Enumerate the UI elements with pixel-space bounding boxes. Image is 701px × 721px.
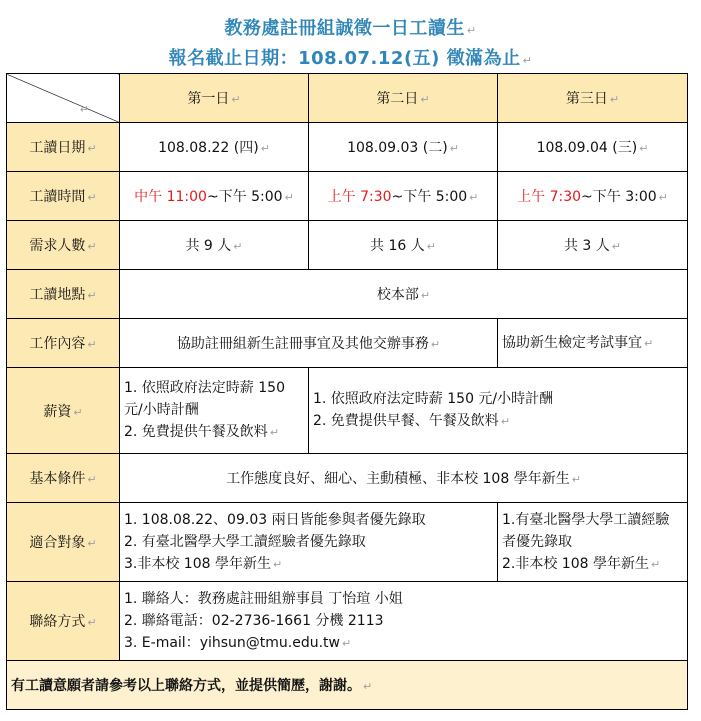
table-row: [7, 172, 688, 221]
footer-note: 有工讀意願者請參考以上聯絡方式，並提供簡歷，謝謝。 ↵: [7, 661, 688, 710]
contact-email[interactable]: 3. E-mail：yihsun@tmu.edu.tw ↵: [124, 634, 352, 651]
row-label-target: 適合對象 ↵: [7, 503, 120, 582]
table-row: [7, 582, 688, 661]
row-label-salary: 薪資 ↵: [7, 368, 120, 454]
header-day-3: 第三日 ↵: [498, 74, 688, 123]
date-day-3: 108.09.04 (三) ↵: [498, 123, 688, 172]
page-subtitle: 報名截止日期：108.07.12(五) 徵滿為止 ↵: [168, 48, 533, 69]
row-label-count: 需求人數 ↵: [7, 221, 120, 270]
table-row: [7, 368, 688, 454]
time-day-1: 中午 11:00~下午 5:00 ↵: [120, 172, 309, 221]
target-line: 3.非本校 108 學年新生 ↵: [124, 555, 283, 572]
basic-value: 工作態度良好、細心、主動積極、非本校 108 學年新生 ↵: [120, 454, 688, 503]
salary-line: 2. 免費提供早餐、午餐及飲料 ↵: [313, 413, 511, 429]
header-row: [7, 74, 688, 123]
corner-cell: ↵: [7, 74, 120, 123]
row-label-time: 工讀時間 ↵: [7, 172, 120, 221]
date-day-1: 108.08.22 (四) ↵: [120, 123, 309, 172]
target-day-3: [498, 503, 688, 582]
table-row: [7, 319, 688, 368]
target-line: 1. 108.08.22、09.03 兩日皆能參與者優先錄取: [124, 511, 426, 528]
page-title: 教務處註冊組誠徵一日工讀生 ↵: [224, 18, 477, 39]
place-value: 校本部 ↵: [120, 270, 688, 319]
job-table: [6, 73, 688, 710]
count-day-2: 共 16 人 ↵: [309, 221, 498, 270]
content-day-1-2: 協助註冊組新生註冊事宜及其他交辦事務 ↵: [120, 319, 498, 368]
row-label-place: 工讀地點 ↵: [7, 270, 120, 319]
table-row: [7, 503, 688, 582]
count-day-3: 共 3 人 ↵: [498, 221, 688, 270]
salary-line: 1. 依照政府法定時薪 150 元/小時計酬: [124, 380, 285, 418]
target-line: 2.非本校 108 學年新生 ↵: [502, 555, 661, 572]
time-day-2: 上午 7:30~下午 5:00 ↵: [309, 172, 498, 221]
contact-phone: 2. 聯絡電話：02-2736-1661 分機 2113: [124, 612, 384, 629]
count-day-1: 共 9 人 ↵: [120, 221, 309, 270]
salary-day-2-3: [309, 368, 688, 454]
row-label-basic: 基本條件 ↵: [7, 454, 120, 503]
row-label-content: 工作內容 ↵: [7, 319, 120, 368]
time-day-3: 上午 7:30~下午 3:00 ↵: [498, 172, 688, 221]
salary-line: 1. 依照政府法定時薪 150 元/小時計酬: [313, 391, 554, 407]
date-day-2: 108.09.03 (二) ↵: [309, 123, 498, 172]
content-day-3: 協助新生檢定考試事宜 ↵: [498, 319, 688, 368]
contact-value: [120, 582, 688, 661]
salary-day-1: [120, 368, 309, 454]
row-label-date: 工讀日期 ↵: [7, 123, 120, 172]
table-row: [7, 454, 688, 503]
table-row: [7, 221, 688, 270]
table-row: [7, 270, 688, 319]
salary-line: 2. 免費提供午餐及飲料 ↵: [124, 424, 280, 440]
header-day-1: 第一日 ↵: [120, 74, 309, 123]
header-day-2: 第二日 ↵: [309, 74, 498, 123]
row-label-contact: 聯絡方式 ↵: [7, 582, 120, 661]
contact-person: 1. 聯絡人：教務處註冊組辦事員 丁怡瑄 小姐: [124, 590, 403, 607]
target-line: 2. 有臺北醫學大學工讀經驗者優先錄取: [124, 533, 366, 550]
footer-row: [7, 661, 688, 710]
table-row: [7, 123, 688, 172]
target-day-1-2: [120, 503, 498, 582]
target-line: 1.有臺北醫學大學工讀經驗者優先錄取: [502, 511, 670, 550]
